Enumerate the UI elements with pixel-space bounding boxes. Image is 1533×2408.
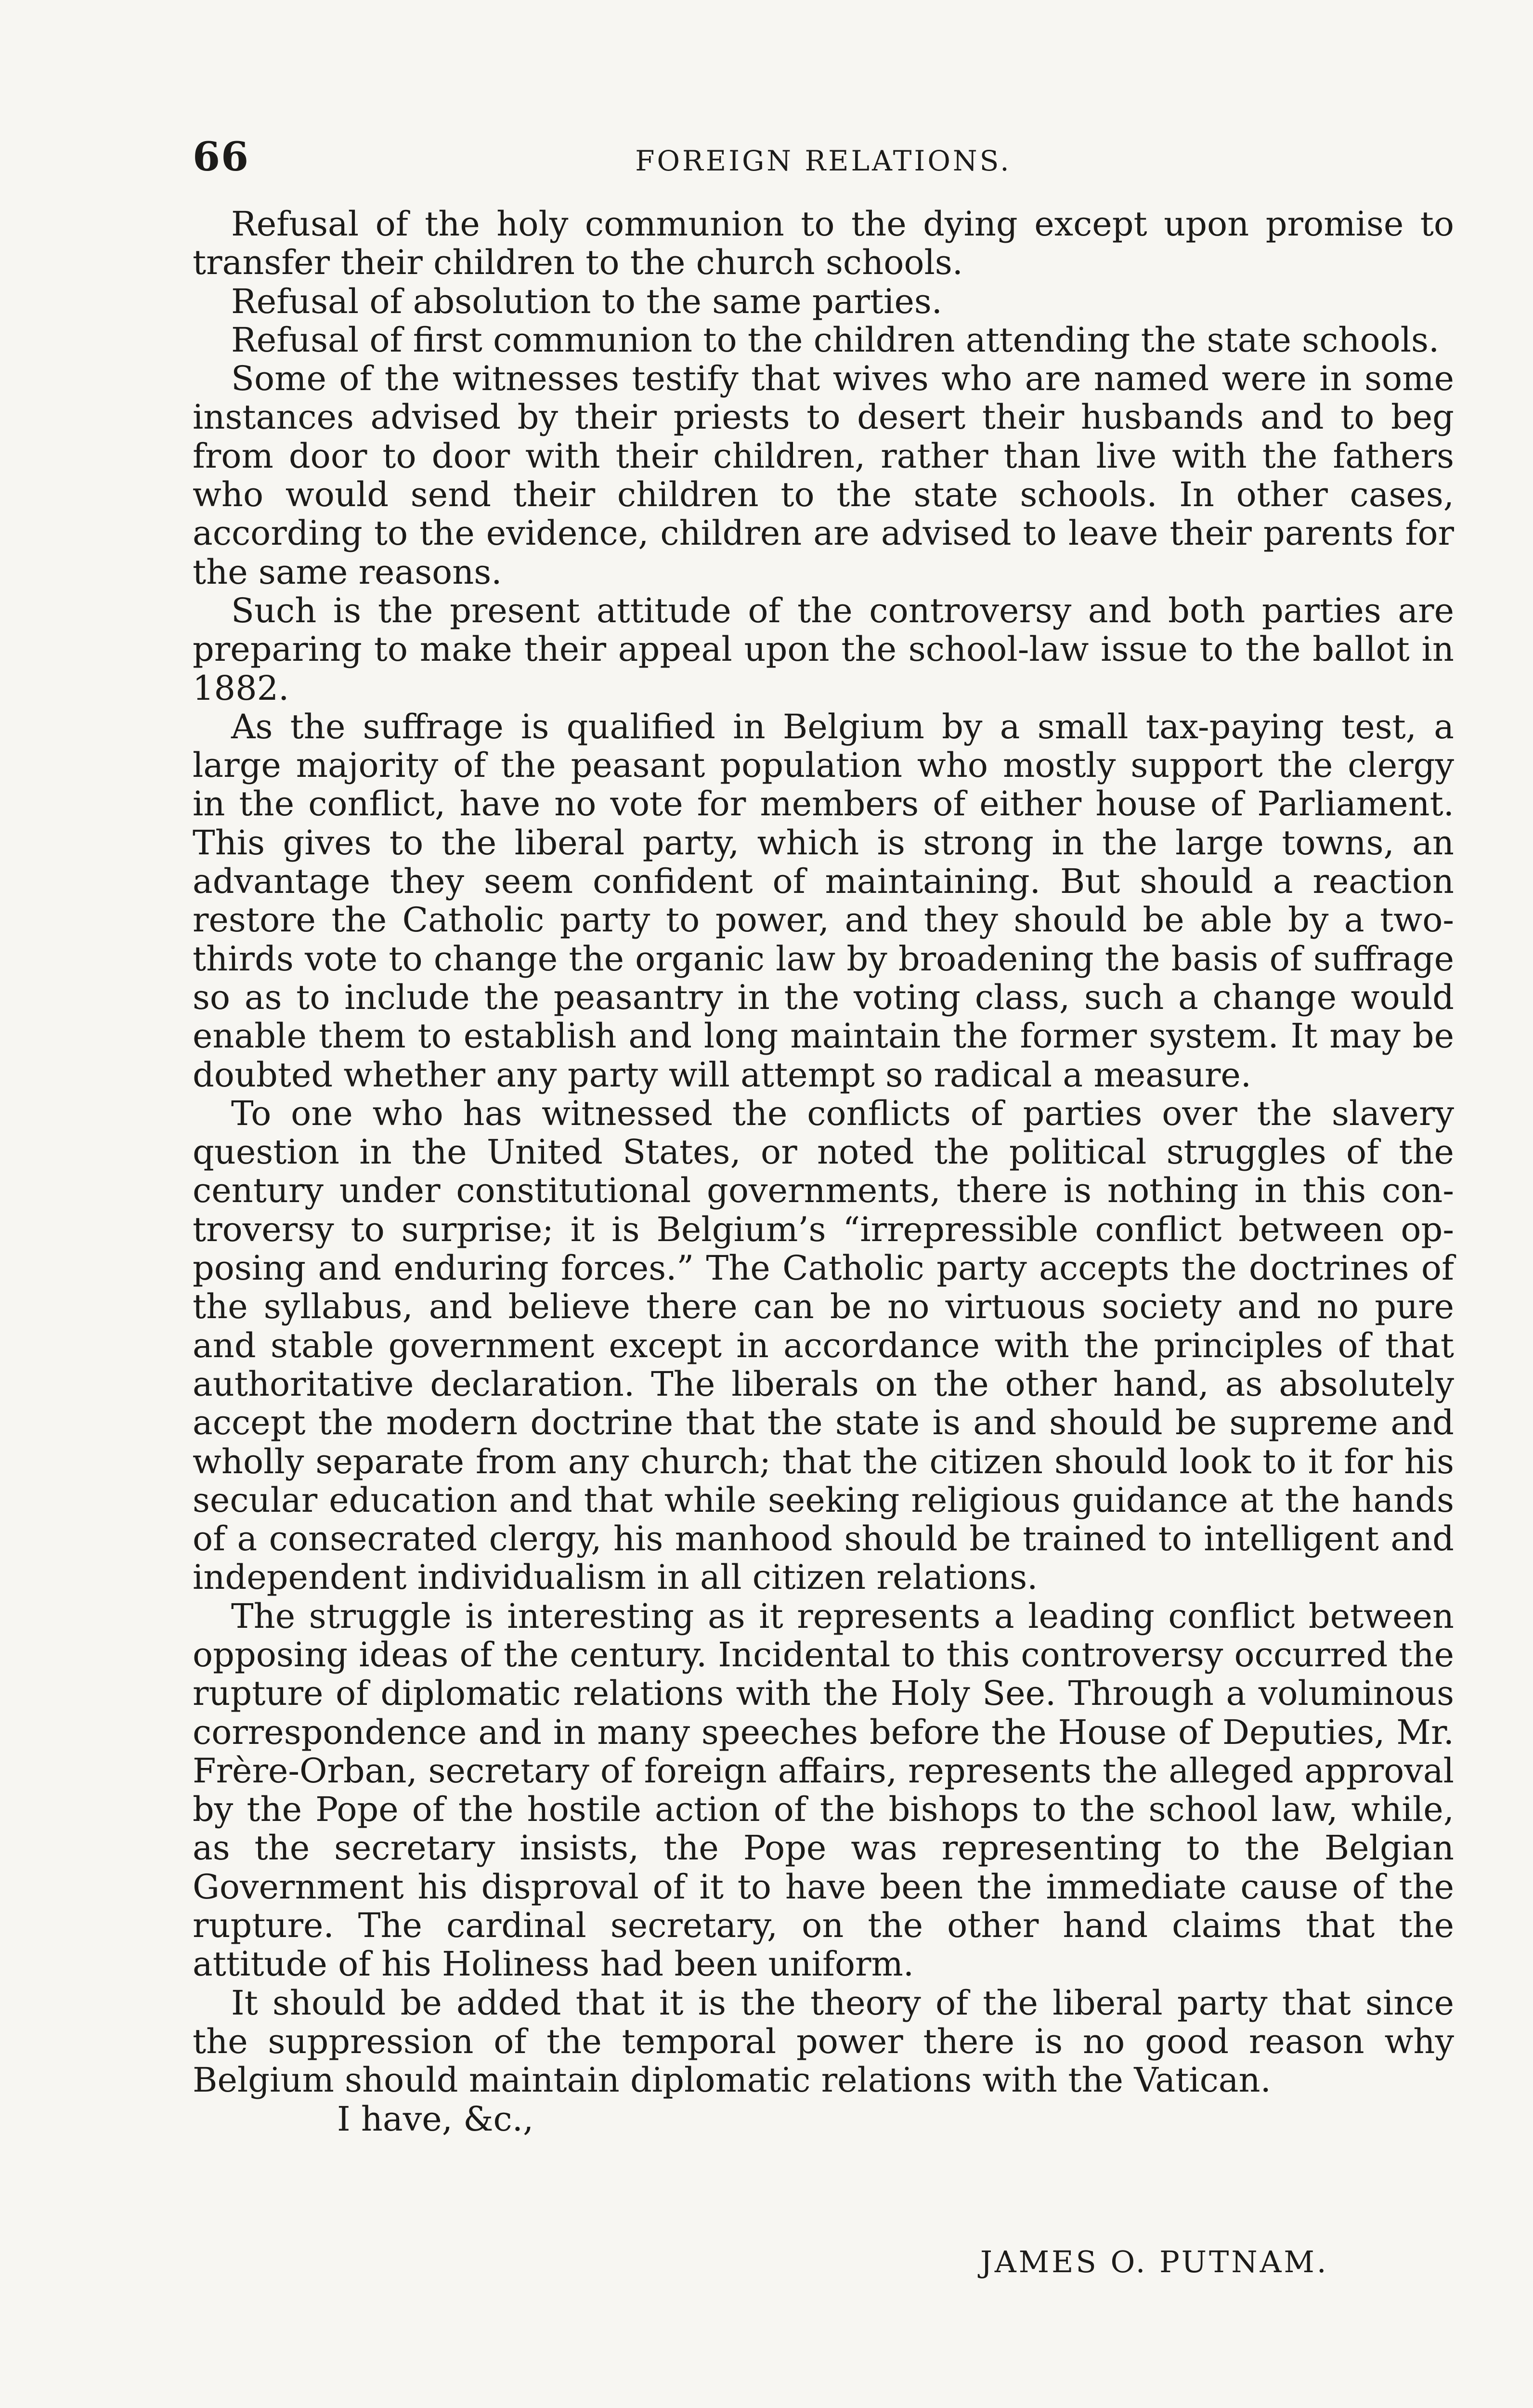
page-header — [193, 125, 1454, 183]
page-number: 66 — [193, 134, 250, 180]
running-head: FOREIGN RELATIONS. — [635, 144, 1012, 177]
paragraph: Such is the present attitude of the controversy and both parties are preparing to make their appeal upon the school-law issue to the ballot in 1882. — [193, 590, 1454, 708]
signature: JAMES O. PUTNAM. — [980, 2244, 1329, 2279]
closing-line: I have, &c., — [337, 2099, 534, 2139]
paragraph: Refusal of absolution to the same parties. — [231, 281, 943, 321]
letter-body — [193, 205, 1454, 2138]
paragraph: To one who has witnessed the conflicts of parties over the slavery question in the United States, or noted the political struggles of the century under constitutional governments, there is nothing in this controversy to surprise; it is Belgium’s “irrepressible conflict between opposing and enduring forces.” The Catholic party accepts the doctrines of the syllabus, and believe there can be no virtuous society and no pure and stable government except in accordance with the principles of that authoritative declaration. The liberals on the other hand, as absolutely accept the modern doctrine that the state is and should be supreme and wholly separate from any church; that the citizen should look to it for his secular education and that while seeking religious guidance at the hands of a consecrated clergy, his manhood should be trained to intelligent and independent individualism in all citizen relations. — [193, 1093, 1454, 1597]
paragraph: Refusal of the holy communion to the dying except upon promise to transfer their children to the church schools. — [193, 204, 1454, 283]
paragraph: The struggle is interesting as it represents a leading conflict between opposing ideas of the century. Incidental to this controversy occurred the rupture of diplomatic relations with the Holy See. Through a voluminous correspondence and in many speeches before the House of Deputies, Mr. Frère-Orban, secretary of foreign affairs, represents the alleged approval by the Pope of the hostile action of the bishops to the school law, while, as the secretary insists, the Pope was representing to the Belgian Government his disproval of it to have been the immediate cause of the rupture. The cardinal secretary, on the other hand claims that the attitude of his Holiness had been uniform. — [193, 1596, 1454, 1984]
paragraph: It should be added that it is the theory of the liberal party that since the suppression of the temporal power there is no good reason why Belgium should maintain diplomatic relations with the Vatican. — [193, 1983, 1454, 2100]
paragraph: Some of the witnesses testify that wives who are named were in some instances advised by their priests to desert their husbands and to beg from door to door with their children, rather than live with the fathers who would send their children to the state schools. In other cases, according to the evidence, children are advised to leave their parents for the same reasons. — [193, 359, 1454, 592]
paragraph: Refusal of first communion to the children attending the state schools. — [231, 320, 1440, 360]
paragraph: As the suffrage is qualified in Belgium by a small tax-paying test, a large majority of the peasant population who mostly support the clergy in the conflict, have no vote for members of either house of Parliament. This gives to the liberal party, which is strong in the large towns, an advantage they seem confident of maintaining. But should a reaction restore the Catholic party to power, and they should be able by a two-thirds vote to change the organic law by broadening the basis of suffrage so as to include the peasantry in the voting class, such a change would enable them to establish and long maintain the former system. It may be doubted whether any party will attempt so radical a measure. — [193, 707, 1454, 1095]
